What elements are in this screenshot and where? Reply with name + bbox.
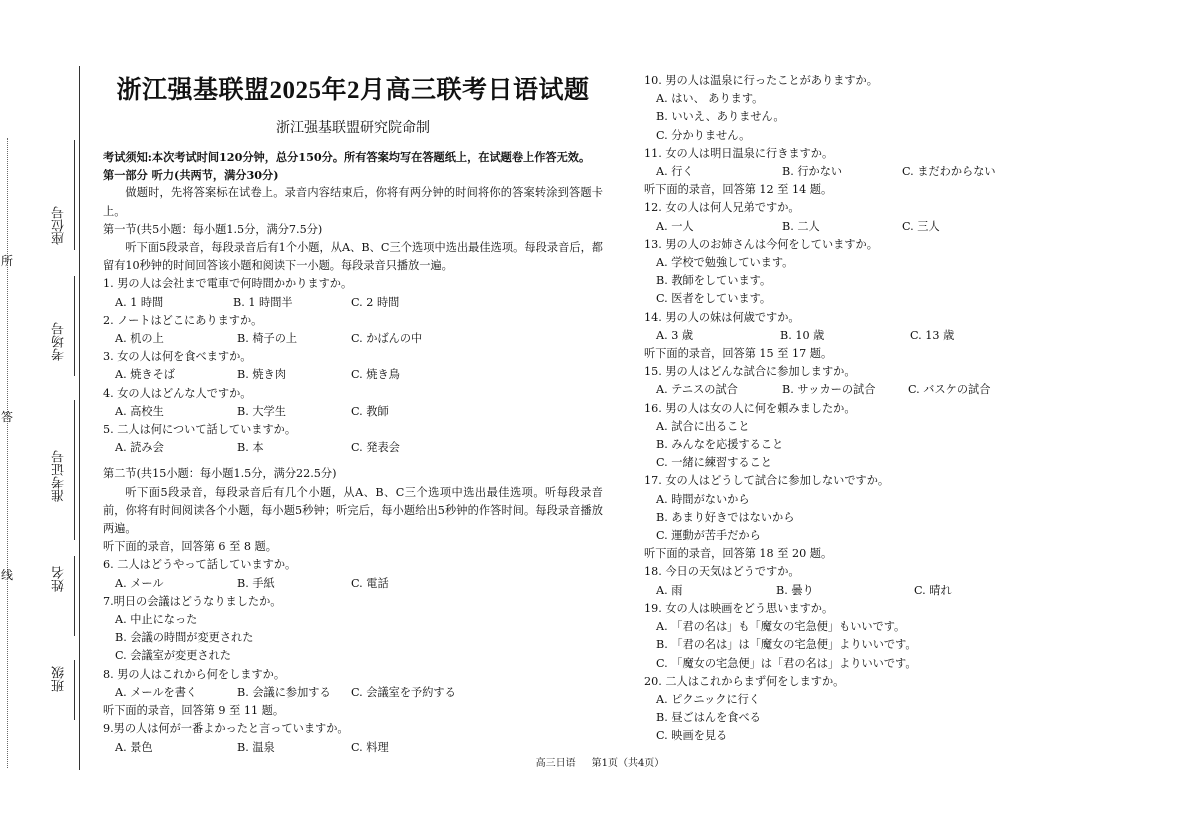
admission-ticket-field	[44, 400, 78, 550]
question-2	[103, 312, 603, 348]
binding-char-da: 答	[0, 410, 13, 424]
option-a[interactable]: A. 雨	[656, 583, 683, 597]
option-a[interactable]: A. ピクニックに行く	[656, 692, 761, 706]
question-5	[103, 421, 603, 457]
question-17	[644, 472, 1154, 545]
exam-subtitle: 浙江强基联盟研究院命制	[276, 120, 430, 136]
option-a[interactable]: A. 「君の名は」も「魔女の宅急便」もいいです。	[656, 620, 906, 634]
option-c[interactable]: C. 料理	[351, 740, 389, 754]
question-text: 7.明日の会議はどうなりましたか。	[103, 594, 282, 608]
footer-page-number: 第1页（共4页）	[591, 758, 665, 769]
question-13	[644, 236, 1154, 309]
section1-intro: 听下面5段录音，每段录音后有1个小题，从A、B、C三个选项中选出最佳选项。每段录音后，都留有10秒钟的时间回答该小题和阅读下一小题。每段录音只播放一遍。	[103, 241, 603, 273]
question-9	[103, 720, 603, 756]
section2-intro: 听下面5段录音，每段录音后有几个小题，从A、B、C三个选项中选出最佳选项。听每段录音前，你将有时间阅读各个小题，每小题5秒钟；听完后，每小题给出5秒钟的作答时间。每段录音播放两遍。	[103, 485, 603, 536]
option-a[interactable]: A. 机の上	[115, 332, 164, 346]
seat-number-label: 座位号	[52, 206, 67, 245]
exam-room-field	[44, 276, 78, 386]
option-c[interactable]: C. 13 歳	[910, 328, 955, 342]
option-a[interactable]: A. 高校生	[115, 404, 164, 418]
option-c[interactable]: C. まだわからない	[902, 165, 996, 179]
option-b[interactable]: B. 焼き肉	[237, 368, 286, 382]
question-text: 18. 今日の天気はどうですか。	[644, 565, 800, 579]
question-6	[103, 556, 603, 592]
question-text: 9.男の人は何が一番よかったと言っていますか。	[103, 722, 349, 736]
question-text: 15. 男の人はどんな試合に参加しますか。	[644, 365, 856, 379]
option-c[interactable]: C. 教師	[351, 404, 389, 418]
question-8	[103, 666, 603, 702]
option-c[interactable]: C. 映画を見る	[656, 729, 728, 743]
option-b[interactable]: B. 手紙	[237, 576, 275, 590]
question-16	[644, 400, 1154, 473]
option-a[interactable]: A. メール	[115, 576, 164, 590]
instruction-9-11: 听下面的录音，回答第 9 至 11 题。	[103, 704, 285, 718]
option-c[interactable]: C. バスケの試合	[908, 383, 991, 397]
option-b[interactable]: B. 行かない	[782, 165, 843, 179]
option-b[interactable]: B. みんなを応援すること	[656, 438, 784, 452]
section1-heading: 第一节(共5小题：每小题1.5分，满分7.5分)	[103, 222, 323, 236]
admission-ticket-line[interactable]	[74, 400, 75, 540]
option-b[interactable]: B. 「君の名は」は「魔女の宅急便」よりいいです。	[656, 638, 917, 652]
option-b[interactable]: B. 曇り	[776, 583, 814, 597]
instruction-12-14: 听下面的录音，回答第 12 至 14 题。	[644, 183, 833, 197]
option-b[interactable]: B. 1 時間半	[233, 295, 293, 309]
question-4	[103, 385, 603, 421]
class-field	[44, 660, 78, 730]
option-b[interactable]: B. 教師をしています。	[656, 274, 772, 288]
right-column	[644, 72, 1154, 746]
exam-notice: 考试须知:本次考试时间120分钟，总分150分。所有答案均写在答题纸上，在试题卷上作答无效。	[103, 150, 591, 164]
option-c[interactable]: C. 会議室が変更された	[115, 649, 231, 663]
name-line[interactable]	[74, 556, 75, 636]
question-10	[644, 72, 1154, 145]
question-15	[644, 363, 1154, 399]
option-a[interactable]: A. 一人	[656, 219, 694, 233]
option-a[interactable]: A. 3 歳	[656, 328, 694, 342]
left-column	[103, 72, 603, 757]
option-a[interactable]: A. はい、 あります。	[656, 92, 764, 106]
option-c[interactable]: C. 三人	[902, 219, 940, 233]
instruction-18-20: 听下面的录音，回答第 18 至 20 题。	[644, 547, 833, 561]
question-text: 4. 女の人はどんな人ですか。	[103, 386, 252, 400]
option-a[interactable]: A. 試合に出ること	[656, 419, 750, 433]
instruction-15-17: 听下面的录音，回答第 15 至 17 题。	[644, 347, 833, 361]
option-b[interactable]: B. 10 歳	[780, 328, 825, 342]
question-19	[644, 600, 1154, 673]
question-7	[103, 593, 603, 666]
exam-room-line[interactable]	[74, 276, 75, 376]
option-b[interactable]: B. 二人	[782, 219, 820, 233]
option-c[interactable]: C. 晴れ	[914, 583, 952, 597]
class-label: 班级	[52, 666, 67, 692]
option-a[interactable]: A. メールを書く	[115, 685, 198, 699]
option-b[interactable]: B. 会議の時間が変更された	[115, 631, 254, 645]
option-b[interactable]: B. サッカーの試合	[782, 383, 876, 397]
option-b[interactable]: B. 椅子の上	[237, 332, 298, 346]
question-text: 12. 女の人は何人兄弟ですか。	[644, 201, 800, 215]
option-a[interactable]: A. 景色	[115, 740, 153, 754]
option-c[interactable]: C. 医者をしています。	[656, 292, 772, 306]
option-c[interactable]: C. かばんの中	[351, 332, 423, 346]
part1-heading: 第一部分 听力(共两节，满分30分)	[103, 168, 279, 183]
question-text: 1. 男の人は会社まで電車で何時間かかりますか。	[103, 277, 353, 291]
question-text: 8. 男の人はこれから何をしますか。	[103, 667, 286, 681]
seat-number-field	[44, 140, 78, 260]
option-b[interactable]: B. あまり好きではないから	[656, 510, 795, 524]
option-c[interactable]: C. 電話	[351, 576, 389, 590]
question-text: 10. 男の人は温泉に行ったことがありますか。	[644, 74, 878, 87]
option-c[interactable]: C. 2 時間	[351, 295, 400, 309]
option-a[interactable]: A. 中止になった	[115, 613, 198, 627]
option-c[interactable]: C. 発表会	[351, 441, 400, 455]
section2-heading: 第二节(共15小题：每小题1.5分，满分22.5分)	[103, 467, 337, 481]
option-c[interactable]: C. 一緒に練習すること	[656, 456, 772, 470]
option-a[interactable]: A. 1 時間	[115, 295, 164, 309]
option-b[interactable]: B. 昼ごはんを食べる	[656, 711, 761, 725]
footer-subject: 高三日语	[535, 758, 576, 769]
option-a[interactable]: A. 焼きそば	[115, 368, 175, 382]
part1-intro: 做题时，先将答案标在试卷上。录音内容结束后，你将有两分钟的时间将你的答案转涂到答题卡上。	[103, 186, 603, 218]
class-line[interactable]	[74, 660, 75, 720]
exam-title: 浙江强基联盟2025年2月高三联考日语试题	[116, 77, 590, 104]
option-b[interactable]: B. 温泉	[237, 740, 275, 754]
question-text: 20. 二人はこれからまず何をしますか。	[644, 674, 845, 688]
question-text: 14. 男の人の妹は何歳ですか。	[644, 310, 800, 324]
question-text: 19. 女の人は映画をどう思いますか。	[644, 601, 834, 615]
question-text: 17. 女の人はどうして試合に参加しないですか。	[644, 474, 890, 488]
option-c[interactable]: C. 分かりません。	[656, 128, 751, 142]
question-text: 5. 二人は何について話していますか。	[103, 423, 297, 437]
question-18	[644, 563, 1154, 599]
option-b[interactable]: B. 本	[237, 441, 264, 455]
option-c[interactable]: C. 「魔女の宅急便」は「君の名は」よりいいです。	[656, 656, 917, 670]
binding-char-xian: 线	[0, 568, 13, 582]
question-12	[644, 199, 1154, 235]
question-text: 6. 二人はどうやって話していますか。	[103, 558, 297, 572]
question-text: 2. ノートはどこにありますか。	[103, 313, 263, 327]
question-text: 16. 男の人は女の人に何を頼みましたか。	[644, 401, 856, 415]
question-11	[644, 145, 1154, 181]
binding-solid-line	[79, 66, 80, 770]
option-b[interactable]: B. 大学生	[237, 404, 286, 418]
option-a[interactable]: A. 行く	[656, 165, 694, 179]
question-3	[103, 348, 603, 384]
option-a[interactable]: A. テニスの試合	[656, 383, 738, 397]
option-c[interactable]: C. 焼き鳥	[351, 368, 400, 382]
option-c[interactable]: C. 会議室を予約する	[351, 685, 456, 699]
option-b[interactable]: B. 会議に参加する	[237, 685, 331, 699]
admission-ticket-label: 准考证号	[52, 450, 67, 502]
page-footer	[0, 756, 1200, 772]
option-a[interactable]: A. 読み会	[115, 441, 164, 455]
question-text: 13. 男の人のお姉さんは今何をしていますか。	[644, 237, 878, 251]
question-1	[103, 275, 603, 311]
question-text: 11. 女の人は明日温泉に行きますか。	[644, 146, 834, 160]
seat-number-line[interactable]	[74, 140, 75, 250]
option-a[interactable]: A. 学校で勉強しています。	[656, 256, 794, 270]
question-20	[644, 673, 1154, 746]
name-label: 姓名	[52, 566, 67, 592]
binding-char-suo: 所	[0, 254, 13, 268]
exam-room-label: 考场号	[52, 322, 67, 361]
binding-dotted-line	[7, 138, 8, 768]
instruction-6-8: 听下面的录音，回答第 6 至 8 题。	[103, 540, 277, 554]
option-a[interactable]: A. 時間がないから	[656, 492, 750, 506]
name-field	[44, 556, 78, 646]
question-text: 3. 女の人は何を食べますか。	[103, 350, 252, 364]
option-b[interactable]: B. いいえ、ありません。	[656, 110, 785, 124]
question-14	[644, 309, 1154, 345]
option-c[interactable]: C. 運動が苦手だから	[656, 529, 761, 543]
